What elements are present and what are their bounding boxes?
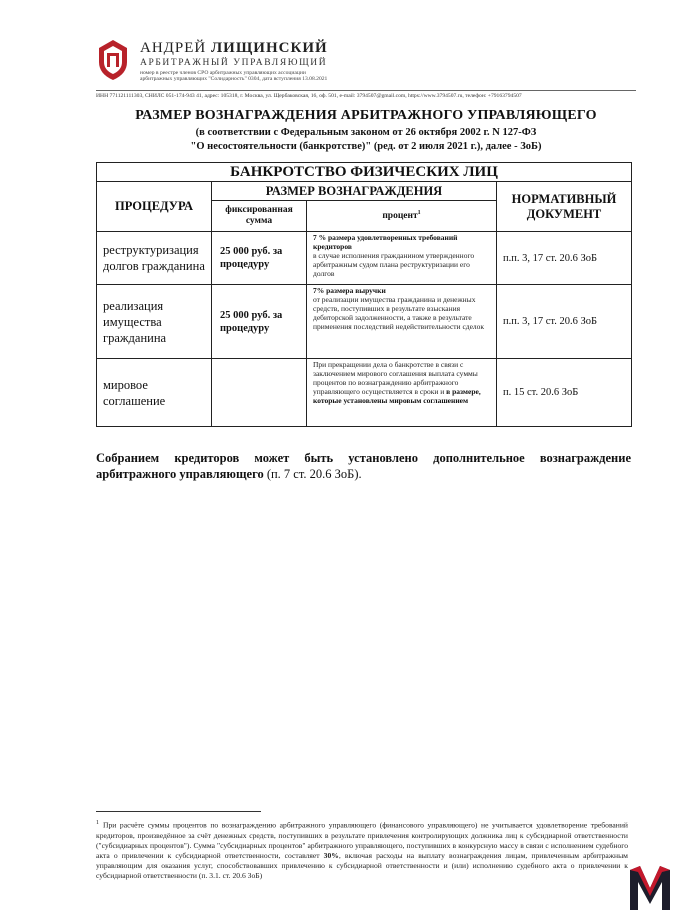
page-title: РАЗМЕР ВОЗНАГРАЖДЕНИЯ АРБИТРАЖНОГО УПРАВЛЯЮЩЕГО xyxy=(135,108,597,123)
column-header-size: РАЗМЕР ВОЗНАГРАЖДЕНИЯ xyxy=(212,182,497,201)
column-header-norm: НОРМАТИВНЫЙ ДОКУМЕНТ xyxy=(497,182,632,232)
subtitle-line-1: (в соответствии с Федеральным законом от 26 октября 2002 г. N 127-ФЗ xyxy=(195,127,537,138)
table-row xyxy=(97,232,632,285)
title-block xyxy=(96,108,636,152)
brand-block xyxy=(140,40,330,82)
m-logo-icon xyxy=(626,862,674,912)
table-row xyxy=(97,285,632,359)
procedure-cell: реструктуризация долгов гражданина xyxy=(97,232,212,285)
brand-name: АНДРЕЙ ЛИЩИНСКИЙ xyxy=(140,40,328,56)
column-header-percent: процент$^1$ xyxy=(307,201,497,232)
fixed-fee-cell xyxy=(212,359,307,427)
norm-cell: п.п. 3, 17 ст. 20.6 ЗоБ xyxy=(497,232,632,285)
fixed-fee-cell: 25 000 руб. за процедуру xyxy=(212,232,307,285)
norm-cell: п. 15 ст. 20.6 ЗоБ xyxy=(497,359,632,427)
letterhead xyxy=(96,38,636,86)
percent-cell: При прекращении дела о банкротстве в связи с заключением мирового соглашения выплата суммы процентов по вознаграждению арбитражного управляющего осуществляется в сроки и в размере, которые установлены мировым соглашением xyxy=(307,359,497,427)
percent-cell: 7% размера выручки от реализации имущества гражданина и денежных средств, поступивших в результате взыскания дебиторской задолженности, а также в результате применения последствий недействительности сделок xyxy=(307,285,497,359)
fee-table xyxy=(96,162,632,427)
procedure-cell: мировое соглашение xyxy=(97,359,212,427)
brand-role: АРБИТРАЖНЫЙ УПРАВЛЯЮЩИЙ xyxy=(140,58,328,68)
procedure-cell: реализация имущества гражданина xyxy=(97,285,212,359)
footnote-mark: 1 xyxy=(96,820,99,826)
footnote: $^1$ При расчёте суммы процентов по вознаграждению арбитражного управляющего (финансового управляющего) не учитывается удовлетворение требований кредиторов, произведённое за счёт денежных средств, поступивших в результате привлечения контролирующих должника лиц к субсидиарной ответственности ("субсидиарных процентов"). Сумма "субсидиарных процентов" арбитражного управляющего, поступивших в конкурсную массу в связи с исполнением судебного акта о привлечении к субсидиарной ответственности, составляет 30%, включая расходы на выплату вознаграждения лицам, привлеченным арбитражным управляющим для оказания услуг, способствовавших привлечению к субсидиарной ответственности и (или) исполнению судебного акта о привлечении к субсидиарной ответственности (п. 3.1. ст. 20.6 ЗоБ) xyxy=(96,820,628,880)
shield-logo-icon xyxy=(96,38,130,82)
column-header-fixed: фиксированная сумма xyxy=(212,201,307,232)
additional-fee-note: Собранием кредиторов может быть установлено дополнительное вознаграждение арбитражного управляющего (п. 7 ст. 20.6 ЗоБ). xyxy=(96,451,631,481)
norm-cell: п.п. 3, 17 ст. 20.6 ЗоБ xyxy=(497,285,632,359)
footnote-ref: 1 xyxy=(417,210,421,217)
column-header-procedure: ПРОЦЕДУРА xyxy=(97,182,212,232)
footnote-divider xyxy=(96,811,261,812)
table-category-header: БАНКРОТСТВО ФИЗИЧЕСКИХ ЛИЦ xyxy=(97,163,632,182)
percent-cell: 7 % размера удовлетворенных требований кредиторов в случае исполнения гражданином утвержденного арбитражным судом плана реструктуризации его долгов xyxy=(307,232,497,285)
contact-line: ИНН 771121111303, СНИЛС 051-174-943 41, адрес: 105318, г. Москва, ул. Щербаковская, 16, оф. 501, e-mail: 3794507@gmail.com, https://www.3794507.ru, телефон: +79163794507 xyxy=(96,90,636,99)
brand-registry-note: номер в реестре членов СРО арбитражных управляющих ассоциации арбитражных управляющих "Солидарность" 0304, дата вступления 13.08.2021 xyxy=(140,70,328,83)
fixed-fee-cell: 25 000 руб. за процедуру xyxy=(212,285,307,359)
table-row xyxy=(97,359,632,427)
subtitle-line-2: "О несостоятельности (банкротстве)" (ред. от 2 июля 2021 г.), далее - ЗоБ) xyxy=(190,141,542,152)
